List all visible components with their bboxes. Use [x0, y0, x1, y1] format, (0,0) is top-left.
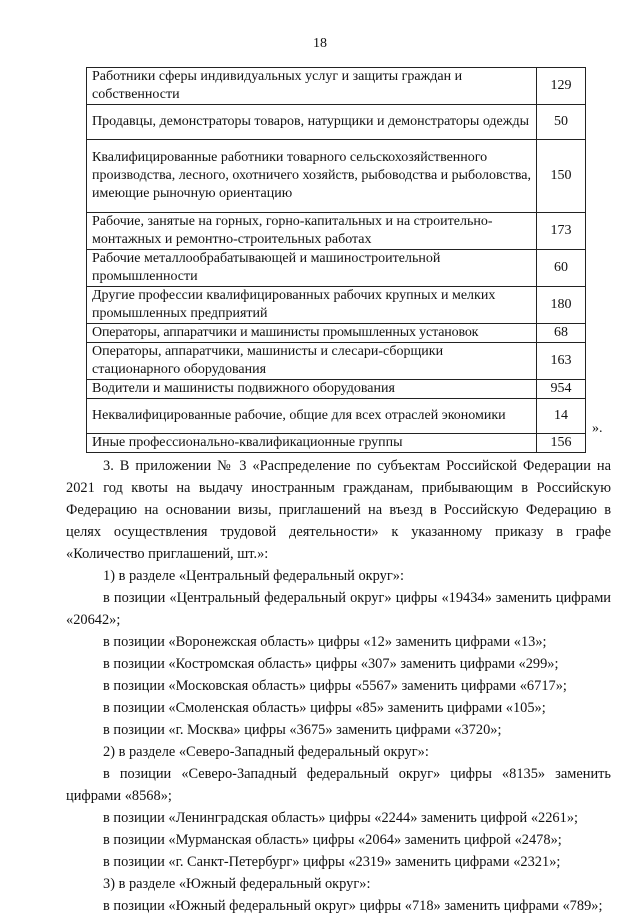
table-row — [87, 68, 586, 105]
profession-cell: Операторы, аппаратчики, машинисты и слесари-сборщики стационарного оборудования — [87, 343, 537, 380]
paragraph: в позиции «Московская область» цифры «5567» заменить цифрами «6717»; — [103, 678, 567, 694]
quota-value-cell: 50 — [537, 105, 586, 140]
table-row — [87, 287, 586, 324]
quota-value-cell: 954 — [537, 380, 586, 399]
table-row — [87, 140, 586, 213]
page-number: 18 — [313, 36, 327, 51]
quota-value-cell: 163 — [537, 343, 586, 380]
profession-cell: Другие профессии квалифицированных рабочих крупных и мелких промышленных предприятий — [87, 287, 537, 324]
profession-cell: Рабочие металлообрабатывающей и машиностроительной промышленности — [87, 250, 537, 287]
quota-value-cell: 129 — [537, 68, 586, 105]
quota-value-cell: 14 — [537, 399, 586, 434]
paragraph: в позиции «Северо-Западный федеральный округ» цифры «8135» заменить цифрами «8568»; — [66, 766, 611, 804]
quota-value-cell: 180 — [537, 287, 586, 324]
profession-cell: Неквалифицированные рабочие, общие для всех отраслей экономики — [87, 399, 537, 434]
paragraph: в позиции «Воронежская область» цифры «12» заменить цифрами «13»; — [103, 634, 547, 650]
paragraph: в позиции «Центральный федеральный округ» цифры «19434» заменить цифрами «20642»; — [66, 590, 611, 628]
quota-value-cell: 60 — [537, 250, 586, 287]
table-row — [87, 213, 586, 250]
paragraph: в позиции «г. Санкт-Петербург» цифры «2319» заменить цифрами «2321»; — [103, 854, 561, 870]
paragraph: в позиции «Южный федеральный округ» цифры «718» заменить цифрами «789»; — [103, 898, 603, 914]
profession-cell: Рабочие, занятые на горных, горно-капитальных и на строительно-монтажных и ремонтно-строительных работах — [87, 213, 537, 250]
quota-value-cell: 173 — [537, 213, 586, 250]
paragraph: в позиции «Мурманская область» цифры «2064» заменить цифрой «2478»; — [103, 832, 562, 848]
profession-cell: Квалифицированные работники товарного сельскохозяйственного производства, лесного, охотничего хозяйств, рыбоводства и рыболовства, имеющие рыночную ориентацию — [87, 140, 537, 213]
paragraph: 2) в разделе «Северо-Западный федеральный округ»: — [103, 744, 429, 760]
table-row — [87, 250, 586, 287]
amendment-text — [66, 455, 611, 917]
table-row — [87, 380, 586, 399]
paragraph: 3. В приложении № 3 «Распределение по субъектам Российской Федерации на 2021 год квоты на выдачу иностранным гражданам, прибывающим в Российскую Федерацию на основании визы, приглашений на въезд в Российскую Федерацию в целях осуществления трудовой деятельности» к указанному приказу в графе «Количество приглашений, шт.»: — [66, 458, 611, 562]
table-row — [87, 399, 586, 434]
quota-value-cell: 68 — [537, 324, 586, 343]
table-row — [87, 434, 586, 453]
profession-cell: Продавцы, демонстраторы товаров, натурщики и демонстраторы одежды — [87, 105, 537, 140]
profession-cell: Водители и машинисты подвижного оборудования — [87, 380, 537, 399]
table-row — [87, 343, 586, 380]
paragraph: 3) в разделе «Южный федеральный округ»: — [103, 876, 371, 892]
paragraph: в позиции «Смоленская область» цифры «85» заменить цифрами «105»; — [103, 700, 546, 716]
paragraph: в позиции «Ленинградская область» цифры «2244» заменить цифрой «2261»; — [103, 810, 579, 826]
paragraph: в позиции «г. Москва» цифры «3675» заменить цифрами «3720»; — [103, 722, 502, 738]
profession-cell: Работники сферы индивидуальных услуг и защиты граждан и собственности — [87, 68, 537, 105]
closing-quote-mark: ». — [592, 421, 603, 436]
quota-value-cell: 156 — [537, 434, 586, 453]
quota-table — [86, 67, 586, 453]
profession-cell: Операторы, аппаратчики и машинисты промышленных установок — [87, 324, 537, 343]
profession-cell: Иные профессионально-квалификационные группы — [87, 434, 537, 453]
table-row — [87, 105, 586, 140]
paragraph: в позиции «Костромская область» цифры «307» заменить цифрами «299»; — [103, 656, 559, 672]
table-row — [87, 324, 586, 343]
quota-value-cell: 150 — [537, 140, 586, 213]
paragraph: 1) в разделе «Центральный федеральный округ»: — [103, 568, 404, 584]
